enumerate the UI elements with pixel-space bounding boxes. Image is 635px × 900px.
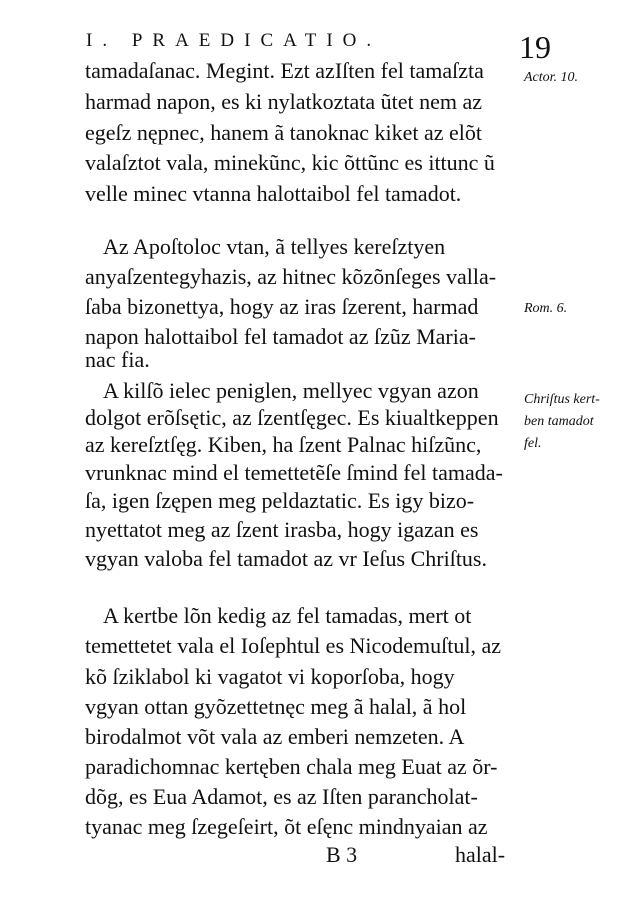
text-line-22: birodalmot võt vala az emberi nemzeten. A — [85, 724, 465, 749]
text-line-1: tamadaſanac. Megint. Ezt azIſten fel tamaſzta — [85, 58, 484, 83]
text-line-25: tyanac meg ſzegeſeirt, õt eſęnc mindnyaian az — [85, 814, 488, 839]
text-line-19: temettetet vala el Ioſephtul es Nicodemuſtul, az — [85, 633, 502, 658]
text-line-11: A kilſõ ielec peniglen, mellyec vgyan azon — [103, 378, 479, 403]
text-line-14: vrunknac mind el temettetẽſe ſmind fel tamada- — [85, 460, 503, 485]
text-line-7: anyaſzentegyhazis, az hitnec kõzõnſeges valla- — [85, 264, 497, 289]
text-line-12: dolgot erõſsętic, az ſzentſęgec. Es kiualtkeppen — [85, 405, 499, 430]
text-line-10: nac fia. — [85, 347, 150, 372]
text-line-3: egeſz nępnec, hanem ã tanoknac kiket az elõt — [85, 120, 483, 145]
text-line-9: napon halottaibol fel tamadot az ſzũz Maria- — [85, 324, 476, 349]
text-line-13: az kereſztſęg. Kiben, ha ſzent Palnac hiſzũnc, — [85, 432, 482, 457]
text-line-5: velle minec vtanna halottaibol fel tamadot. — [85, 181, 462, 206]
text-line-15: ſa, igen ſzępen meg peldaztatic. Es igy bizo- — [85, 488, 475, 513]
catchword: halal- — [455, 842, 506, 867]
text-line-6: Az Apoſtoloc vtan, ã tellyes kereſztyen — [103, 234, 446, 259]
text-line-21: vgyan ottan gyõzettetnęc meg ã halal, ã hol — [85, 694, 467, 719]
page-number: 19 — [519, 29, 551, 65]
margin-note-christus-1: Chriſtus kert- — [524, 392, 600, 407]
margin-note-rom: Rom. 6. — [524, 301, 568, 316]
text-line-23: paradichomnac kertęben chala meg Euat az õr- — [85, 754, 498, 779]
text-line-4: valaſztot vala, minekũnc, kic õttũnc es ittunc ũ — [85, 150, 495, 175]
text-line-17: vgyan valoba fel tamadot az vr Ieſus Chriſtus. — [85, 546, 487, 571]
text-line-8: ſaba bizonettya, hogy az iras ſzerent, harmad — [85, 294, 479, 319]
margin-note-christus-2: ben tamadot — [524, 414, 594, 429]
text-line-2: harmad napon, es ki nylatkoztata ũtet nem az — [85, 89, 483, 114]
text-line-20: kõ ſziklabol ki vagatot vi koporſoba, hogy — [85, 664, 455, 689]
text-line-24: dõg, es Eua Adamot, es az Iſten parancholat- — [85, 784, 478, 809]
margin-note-christus-3: fel. — [524, 436, 542, 451]
text-line-16: nyettatot meg az ſzent irasba, hogy igazan es — [85, 517, 479, 542]
text-line-18: A kertbe lõn kedig az fel tamadas, mert ot — [103, 603, 472, 628]
signature-mark: B 3 — [326, 842, 358, 867]
margin-note-actor: Actor. 10. — [524, 70, 579, 85]
running-title: I. PRAEDICATIO. — [86, 30, 382, 51]
